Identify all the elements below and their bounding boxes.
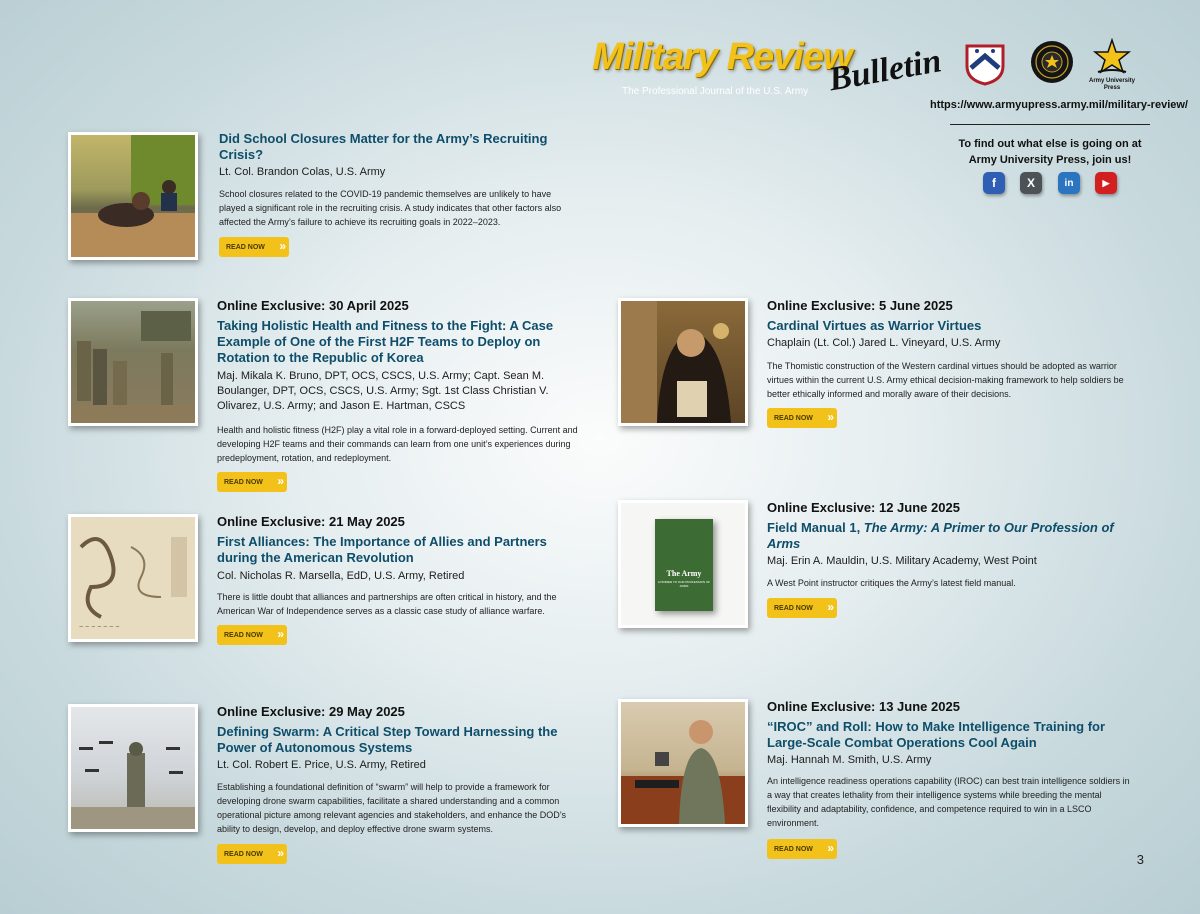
chevron-right-icon: »: [827, 841, 831, 855]
facebook-icon[interactable]: f: [983, 172, 1005, 194]
article-title[interactable]: First Alliances: The Importance of Allies and Partners during the American Revolution: [217, 534, 547, 565]
read-now-label: READ NOW: [224, 631, 263, 639]
army-university-seal-logo: [1030, 40, 1074, 84]
article-description: Establishing a foundational definition of “swarm” will help to provide a framework for developing drone swarm capabilities, facilitate a shared understanding and a common operational picture among relevant agencies and stakeholders, and enhance the DOD’s ability to design, develop, and deploy effective drone swarm systems.: [217, 782, 567, 834]
article-thumbnail[interactable]: [618, 699, 748, 827]
article-date: Online Exclusive: 13 June 2025: [767, 699, 960, 714]
read-now-button[interactable]: [767, 598, 837, 618]
article-thumbnail[interactable]: [68, 298, 198, 426]
read-now-button[interactable]: [217, 472, 287, 492]
chevron-right-icon: »: [277, 846, 281, 860]
article-thumbnail[interactable]: [618, 298, 748, 426]
page-number: 3: [1136, 852, 1144, 867]
read-now-button[interactable]: [767, 408, 837, 428]
book-subtitle: A PRIMER TO OUR PROFESSION OF ARMS: [657, 580, 711, 588]
read-now-button[interactable]: [217, 844, 287, 864]
army-crest-logo: [963, 42, 1007, 86]
article-description: The Thomistic construction of the Western cardinal virtues should be adopted as warrior virtues within the current U.S. Army ethical decision-making framework to help soldiers be better ethically informed and morally aware of their decisions.: [767, 361, 1124, 399]
article-thumbnail[interactable]: [68, 704, 198, 832]
article-description: School closures related to the COVID-19 pandemic themselves are unlikely to have played a significant role in the recruiting crisis. A study indicates that other factors also affected the Army’s failure to achieve its recruiting goals in 2022–2023.: [219, 189, 562, 227]
article-author: Maj. Erin A. Mauldin, U.S. Military Academy, West Point: [767, 555, 1037, 567]
article-description: There is little doubt that alliances and partnerships are often critical in history, and the American War of Independence serves as a classic case study of alliance warfare.: [217, 592, 557, 616]
article-title[interactable]: Taking Holistic Health and Fitness to the Fight: A Case Example of One of the First H2F Teams to Deploy on Rotation to the Republic of Korea: [217, 318, 554, 365]
read-now-label: READ NOW: [224, 478, 263, 486]
aup-logo-text: Army University Press: [1088, 78, 1136, 91]
svg-text:~ ~ ~ ~ ~ ~ ~: ~ ~ ~ ~ ~ ~ ~: [79, 624, 120, 631]
article-author: Maj. Mikala K. Bruno, DPT, OCS, CSCS, U.S. Army; Capt. Sean M. Boulanger, DPT, OCS, CSCS, U.S. Army; Sgt. 1st Class Christian V. Olivarez, U.S. Army; and Jason E. Hartman, CSCS: [217, 370, 549, 412]
article-description: A West Point instructor critiques the Army’s latest field manual.: [767, 578, 1016, 588]
article-title[interactable]: [767, 520, 1137, 552]
chevron-right-icon: »: [279, 239, 283, 253]
masthead-tagline: The Professional Journal of the U.S. Army: [622, 86, 809, 97]
article-thumbnail[interactable]: [68, 514, 198, 642]
article-author: Col. Nicholas R. Marsella, EdD, U.S. Army, Retired: [217, 570, 465, 582]
x-icon[interactable]: X: [1020, 172, 1042, 194]
article-title[interactable]: Cardinal Virtues as Warrior Virtues: [767, 318, 982, 333]
article-description: An intelligence readiness operations capability (IROC) can best train intelligence soldiers in a way that creates lethality from their intelligence systems while breeding the mental flexibility and adaptability, confidence, and competence required to win in a LSCO environment.: [767, 776, 1130, 828]
divider: [950, 124, 1150, 125]
read-now-button[interactable]: [767, 839, 837, 859]
article-description: Health and holistic fitness (H2F) play a vital role in a forward-deployed setting. Current and developing H2F teams and their commands can learn from one unit’s experiences during predeployment, rotation, and redeployment.: [217, 425, 578, 463]
join-text: To find out what else is going on at Army University Press, join us!: [958, 138, 1142, 166]
article-author: Lt. Col. Brandon Colas, U.S. Army: [219, 166, 386, 178]
website-link[interactable]: https://www.armyupress.army.mil/military-review/: [930, 99, 1188, 111]
masthead-subtitle: Bulletin: [826, 42, 945, 99]
article-thumbnail[interactable]: [68, 132, 198, 260]
article-author: Lt. Col. Robert E. Price, U.S. Army, Retired: [217, 759, 426, 771]
article-title[interactable]: “IROC” and Roll: How to Make Intelligence Training for Large-Scale Combat Operations Cool Again: [767, 719, 1106, 750]
read-now-button[interactable]: [219, 237, 289, 257]
read-now-label: READ NOW: [774, 414, 813, 422]
article-date: Online Exclusive: 5 June 2025: [767, 298, 953, 313]
article-date: Online Exclusive: 12 June 2025: [767, 500, 960, 515]
article-title-plain: Field Manual 1,: [767, 520, 864, 535]
masthead-title: Military Review: [592, 36, 852, 78]
article-date: Online Exclusive: 29 May 2025: [217, 704, 405, 719]
article-title[interactable]: Did School Closures Matter for the Army’s Recruiting Crisis?: [219, 131, 548, 162]
chevron-right-icon: »: [277, 627, 281, 641]
chevron-right-icon: »: [827, 410, 831, 424]
youtube-icon[interactable]: ▶: [1095, 172, 1117, 194]
read-now-label: READ NOW: [774, 845, 813, 853]
article-date: Online Exclusive: 30 April 2025: [217, 298, 409, 313]
read-now-label: READ NOW: [774, 604, 813, 612]
article-date: Online Exclusive: 21 May 2025: [217, 514, 405, 529]
read-now-button[interactable]: [217, 625, 287, 645]
book-cover: [655, 519, 713, 611]
linkedin-icon[interactable]: in: [1058, 172, 1080, 194]
article-author: Maj. Hannah M. Smith, U.S. Army: [767, 754, 932, 766]
read-now-label: READ NOW: [224, 850, 263, 858]
read-now-label: READ NOW: [226, 243, 265, 251]
article-title[interactable]: Defining Swarm: A Critical Step Toward Harnessing the Power of Autonomous Systems: [217, 724, 558, 755]
article-author: Chaplain (Lt. Col.) Jared L. Vineyard, U.S. Army: [767, 337, 1001, 349]
book-title: The Army: [666, 569, 702, 578]
chevron-right-icon: »: [277, 474, 281, 488]
chevron-right-icon: »: [827, 600, 831, 614]
article-thumbnail[interactable]: [618, 500, 748, 628]
article-title-italic: The Army: A Primer to Our Profession of Arms: [767, 520, 1114, 551]
